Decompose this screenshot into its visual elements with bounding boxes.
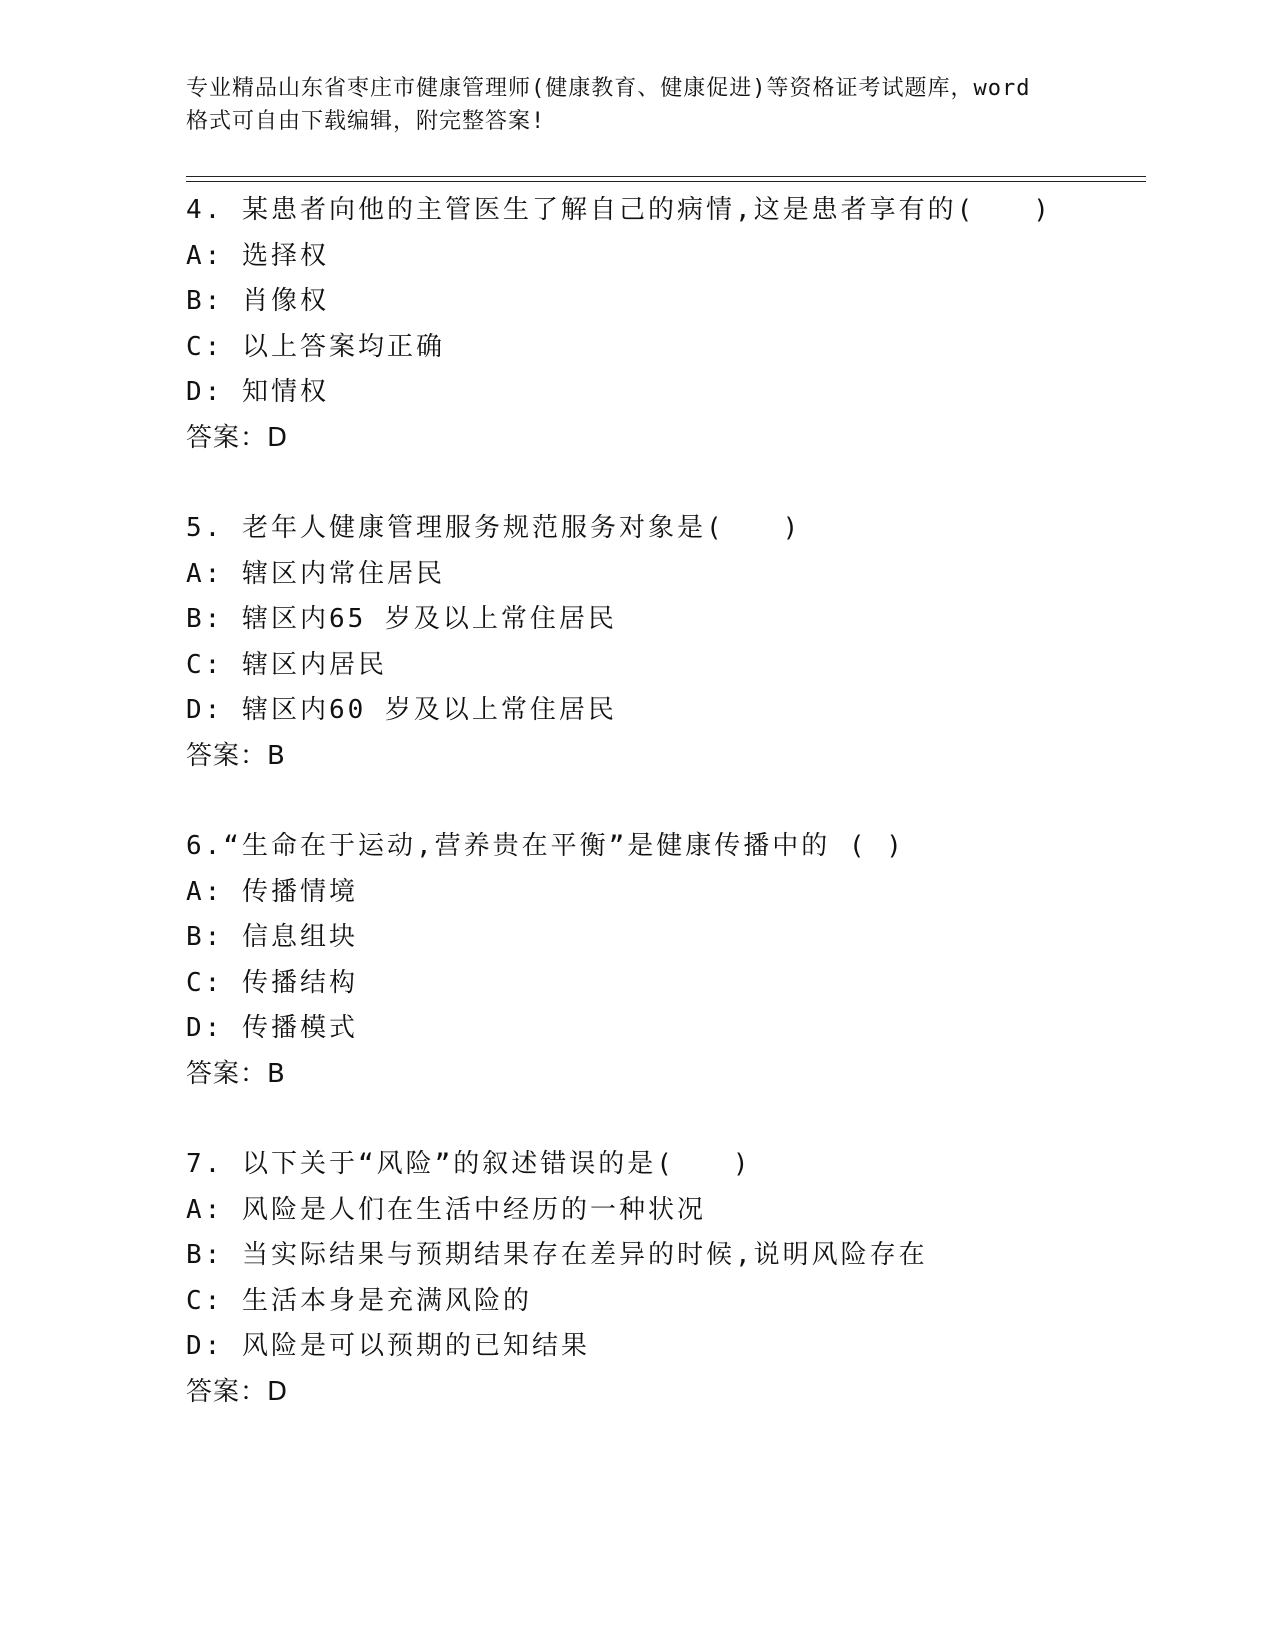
option-b: B: 信息组块 — [186, 922, 358, 953]
answer: 答案：B — [186, 740, 286, 771]
question-stem: 5. 老年人健康管理服务规范服务对象是( ) — [186, 513, 802, 543]
option-c: C: 传播结构 — [186, 967, 358, 998]
option-c: C: 生活本身是充满风险的 — [186, 1285, 532, 1316]
option-a: A: 风险是人们在生活中经历的一种状况 — [186, 1194, 706, 1225]
header-line-2: 格式可自由下载编辑，附完整答案! — [186, 109, 546, 134]
option-b: B: 肖像权 — [186, 286, 329, 317]
option-a: A: 辖区内常住居民 — [186, 558, 445, 589]
question-5 — [186, 506, 1146, 780]
option-c: C: 以上答案均正确 — [186, 331, 445, 362]
question-stem: 7. 以下关于“风险”的叙述错误的是( ) — [186, 1149, 752, 1179]
answer: 答案：D — [186, 422, 289, 453]
option-c: C: 辖区内居民 — [186, 649, 387, 680]
question-6 — [186, 824, 1146, 1098]
question-stem: 6.“生命在于运动,营养贵在平衡”是健康传播中的 ( ) — [186, 831, 905, 861]
question-stem: 4. 某患者向他的主管医生了解自己的病情,这是患者享有的( ) — [186, 195, 1052, 225]
header-divider-top — [186, 176, 1146, 177]
question-4 — [186, 188, 1146, 462]
answer: 答案：B — [186, 1058, 286, 1089]
option-a: A: 传播情境 — [186, 876, 358, 907]
option-b: B: 当实际结果与预期结果存在差异的时候,说明风险存在 — [186, 1240, 928, 1271]
option-a: A: 选择权 — [186, 240, 329, 271]
document-header — [186, 72, 1106, 138]
question-7 — [186, 1142, 1146, 1416]
option-d: D: 风险是可以预期的已知结果 — [186, 1331, 590, 1362]
option-b: B: 辖区内65 岁及以上常住居民 — [186, 604, 617, 635]
option-d: D: 传播模式 — [186, 1013, 358, 1044]
header-line-1: 专业精品山东省枣庄市健康管理师(健康教育、健康促进)等资格证考试题库，word — [186, 76, 1031, 101]
option-d: D: 知情权 — [186, 377, 329, 408]
answer: 答案：D — [186, 1376, 289, 1407]
option-d: D: 辖区内60 岁及以上常住居民 — [186, 695, 617, 726]
header-divider-bottom — [186, 181, 1146, 182]
